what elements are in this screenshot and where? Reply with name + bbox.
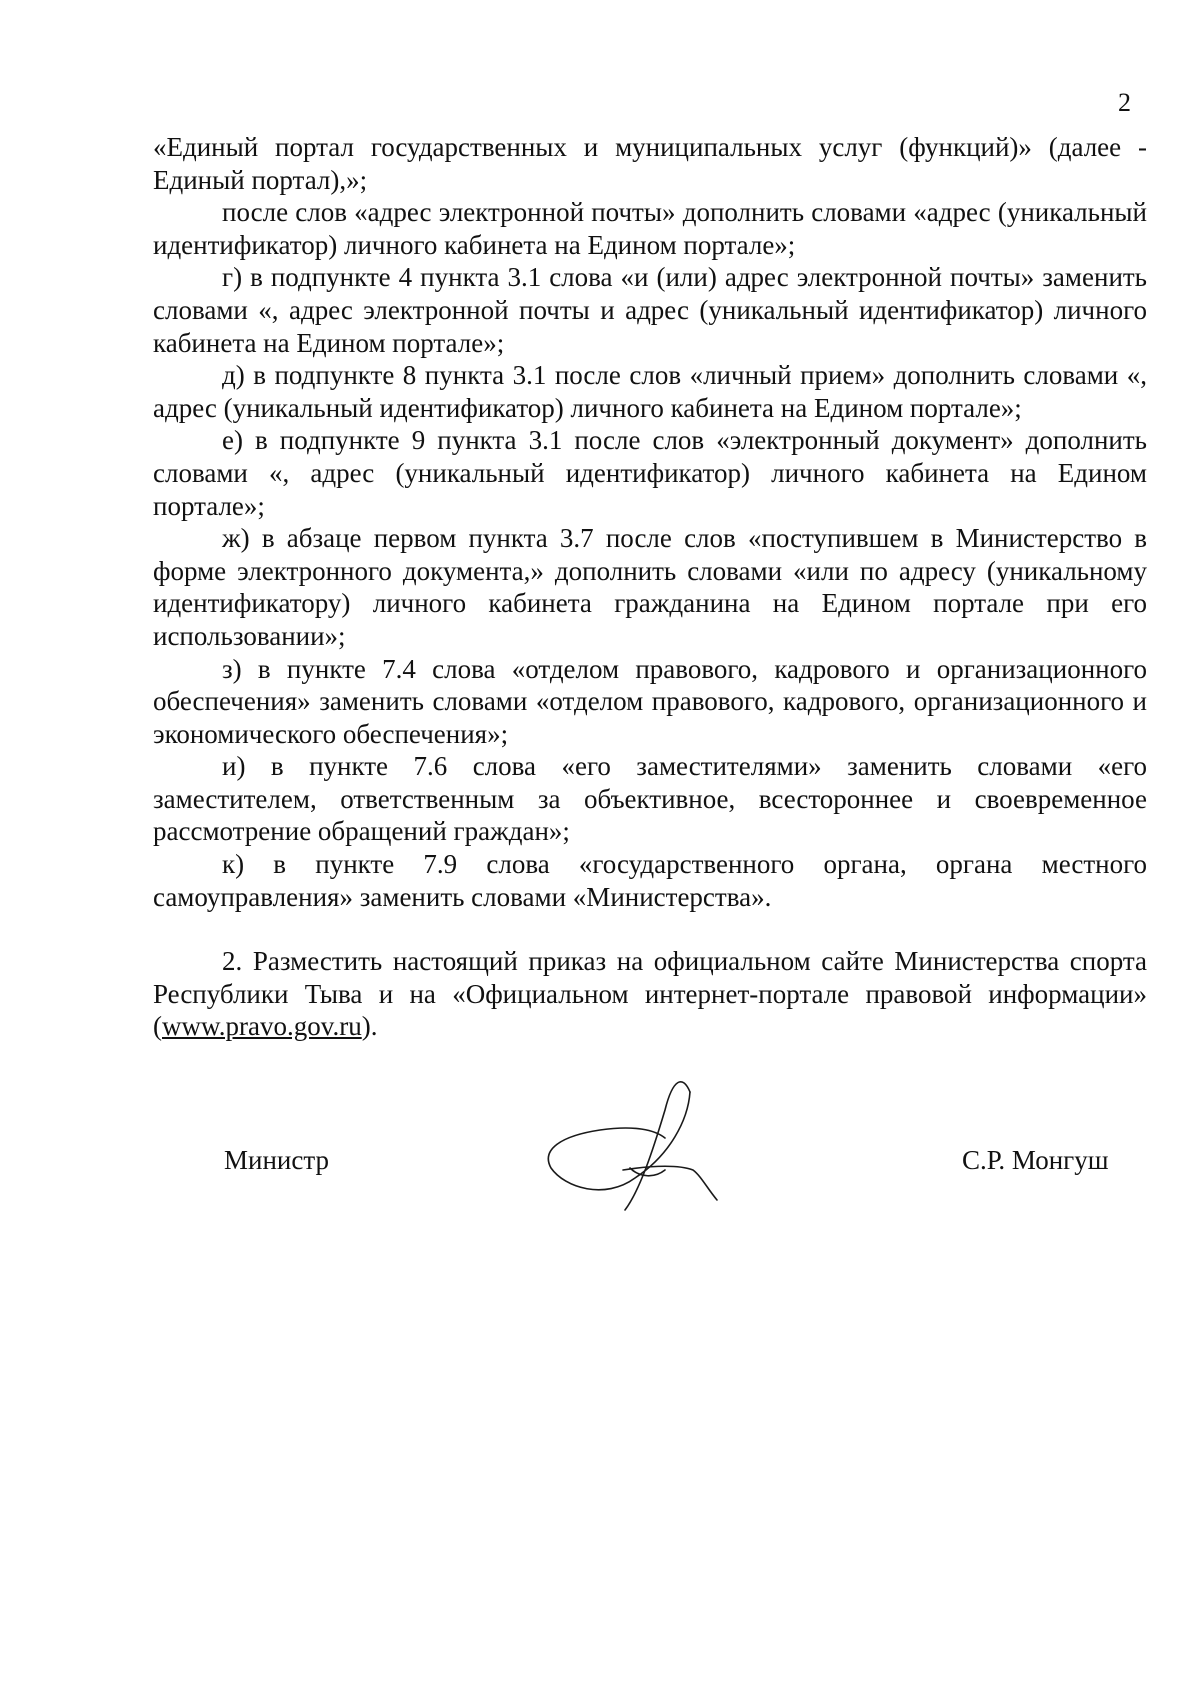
document-body xyxy=(153,131,1147,1043)
paragraph-item-g: г) в подпункте 4 пункта 3.1 слова «и (или) адрес электронной почты» заменить словами «, адрес электронной почты и адрес (уникальный идентификатор) личного кабинета на Едином портале»; xyxy=(153,262,1147,358)
signatory-name: С.Р. Монгуш xyxy=(962,1145,1109,1175)
page-number: 2 xyxy=(1118,88,1131,117)
paragraph-item-k: к) в пункте 7.9 слова «государственного органа, органа местного самоуправления» заменить словами «Министерства». xyxy=(153,849,1147,912)
publication-text: 2. Разместить настоящий приказ на официальном сайте Министерства спорта Республики Тыва и на «Официальном интернет-портале правовой информации» ( xyxy=(153,946,1147,1042)
paragraph-publication xyxy=(153,945,1147,1043)
pravo-link[interactable]: www.pravo.gov.ru xyxy=(162,1011,362,1042)
handwritten-signature xyxy=(545,1070,755,1230)
paragraph-continuation: «Единый портал государственных и муниципальных услуг (функций)» (далее - Единый портал),»; xyxy=(153,132,1147,195)
paragraph-item-zh: ж) в абзаце первом пункта 3.7 после слов «поступившем в Министерство в форме электронного документа,» дополнить словами «или по адресу (уникальному идентификатору) личного кабинета гражданина на Едином портале при его использовании»; xyxy=(153,523,1147,651)
publication-text-end: ). xyxy=(361,1011,378,1042)
paragraph-item-d: д) в подпункте 8 пункта 3.1 после слов «личный прием» дополнить словами «, адрес (уникальный идентификатор) личного кабинета на Едином портале»; xyxy=(153,360,1147,423)
signatory-title: Министр xyxy=(224,1145,329,1175)
paragraph-email-address: после слов «адрес электронной почты» дополнить словами «адрес (уникальный идентификатор) личного кабинета на Едином портале»; xyxy=(153,197,1147,260)
paragraph-item-i: и) в пункте 7.6 слова «его заместителями» заменить словами «его заместителем, ответственным за объективное, всестороннее и своевременное рассмотрение обращений граждан»; xyxy=(153,751,1147,847)
paragraph-item-z: з) в пункте 7.4 слова «отделом правового, кадрового и организационного обеспечения» заменить словами «отделом правового, кадрового, организационного и экономического обеспечения»; xyxy=(153,653,1147,749)
paragraph-item-e: е) в подпункте 9 пункта 3.1 после слов «электронный документ» дополнить словами «, адрес (уникальный идентификатор) личного кабинета на Едином портале»; xyxy=(153,425,1147,521)
